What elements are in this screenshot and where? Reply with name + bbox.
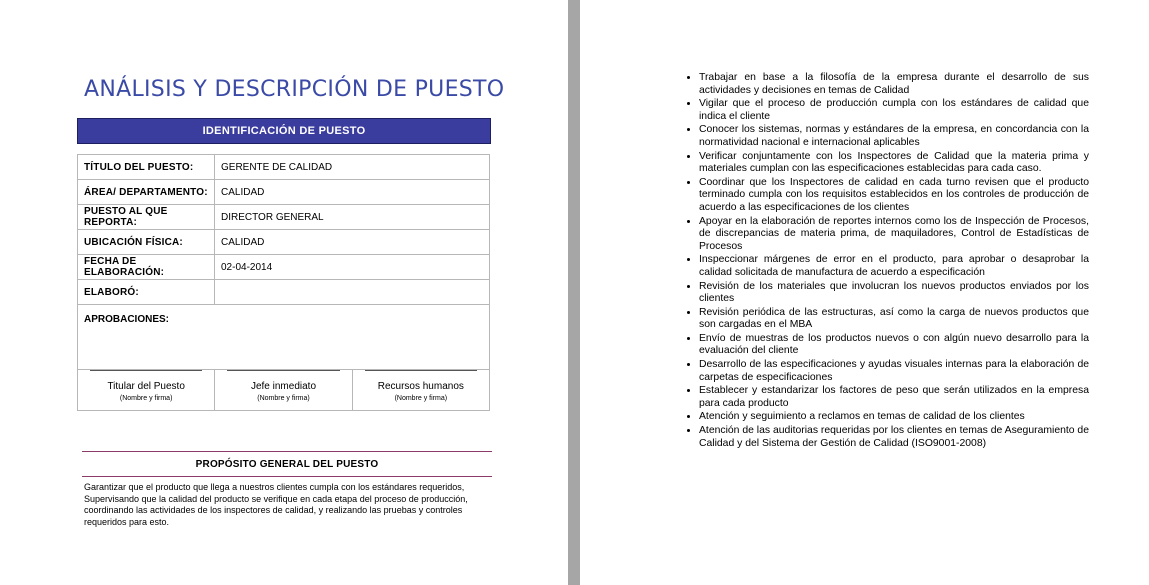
identification-table [77, 154, 490, 305]
field-label: ÁREA/ DEPARTAMENTO: [78, 180, 215, 205]
list-item: • Inspeccionar márgenes de error en el producto, para aprobar o desaprobar la calidad solicitada de manufactura de acuerdo a especificación [699, 254, 1089, 279]
table-row [78, 280, 490, 305]
field-label: UBICACIÓN FÍSICA: [78, 230, 215, 255]
list-item: • Apoyar en la elaboración de reportes internos como los de Inspección de Procesos, de discrepancias de materia prima, de maquiladores, Control de Estadísticas de Procesos [699, 216, 1089, 254]
field-label: ELABORÓ: [78, 280, 215, 305]
list-item: • Envío de muestras de los productos nuevos o con algún nuevo desarrollo para la evaluación del cliente [699, 333, 1089, 358]
signature-cell [78, 370, 215, 410]
approvals-label: APROBACIONES: [84, 314, 170, 325]
purpose-divider-top [82, 451, 492, 452]
list-item: • Atención de las auditorias requeridas por los clientes en temas de Aseguramiento de Calidad y del Sistema der Gestión de Calidad (ISO9001-2008) [699, 425, 1089, 450]
list-item: • Desarrollo de las especificaciones y ayudas visuales internas para la elaboración de carpetas de especificaciones [699, 359, 1089, 384]
document-title: ANÁLISIS Y DESCRIPCIÓN DE PUESTO [84, 77, 505, 102]
signature-cell [353, 370, 489, 410]
table-row [78, 155, 490, 180]
list-item: • Conocer los sistemas, normas y estándares de la empresa, en concordancia con la normatividad nacional e internacional aplicables [699, 124, 1089, 149]
field-value: DIRECTOR GENERAL [215, 205, 490, 230]
approvals-box [77, 303, 490, 370]
field-value: 02-04-2014 [215, 255, 490, 280]
field-label: PUESTO AL QUE REPORTA: [78, 205, 215, 230]
signature-title: Jefe inmediato [250, 381, 317, 392]
field-label: FECHA DE ELABORACIÓN: [78, 255, 215, 280]
list-item: • Verificar conjuntamente con los Inspectores de Calidad que la materia prima y materiales cumplan con las especificaciones establecidas para cada caso. [699, 151, 1089, 176]
list-item: • Revisión periódica de las estructuras, así como la carga de nuevos productos que son cargadas en el MBA [699, 307, 1089, 332]
list-item: • Revisión de los materiales que involucran los nuevos productos enviados por los clientes [699, 281, 1089, 306]
signature-subtitle: (Nombre y firma) [119, 395, 173, 402]
list-item: • Establecer y estandarizar los factores de peso que serán utilizados en la empresa para cada producto [699, 385, 1089, 410]
field-value: GERENTE DE CALIDAD [215, 155, 490, 180]
purpose-text: Garantizar que el producto que llega a nuestros clientes cumpla con los estándares requeridos, Supervisando que la calidad del producto se verifique en cada etapa del proceso de producción, coordinando las actividades de los inspectores de calidad, y realizando las pruebas y controles requeridos para esto. [84, 482, 468, 527]
list-item: • Atención y seguimiento a reclamos en temas de calidad de los clientes [699, 411, 1089, 424]
duties-list [681, 72, 1089, 451]
purpose-title: PROPÓSITO GENERAL DEL PUESTO [195, 459, 379, 470]
signature-title: Recursos humanos [377, 381, 464, 392]
purpose-divider-bottom [82, 476, 492, 477]
list-item: • Trabajar en base a la filosofía de la empresa durante el desarrollo de sus actividades y decisiones en temas de Calidad [699, 72, 1089, 97]
signature-line [365, 370, 477, 371]
page-divider [568, 0, 580, 585]
section-header-identification: IDENTIFICACIÓN DE PUESTO [77, 118, 491, 144]
table-row [78, 255, 490, 280]
signature-subtitle: (Nombre y firma) [257, 395, 310, 402]
table-row [78, 205, 490, 230]
signature-row [77, 369, 490, 411]
field-label: TÍTULO DEL PUESTO: [78, 155, 215, 180]
signature-title: Titular del Puesto [107, 381, 185, 392]
table-row [78, 180, 490, 205]
field-value: CALIDAD [215, 180, 490, 205]
signature-line [90, 370, 202, 371]
signature-line [227, 370, 339, 371]
signature-subtitle: (Nombre y firma) [394, 395, 448, 402]
field-value [215, 280, 490, 305]
list-item: • Vigilar que el proceso de producción cumpla con los estándares de calidad que indica el cliente [699, 98, 1089, 123]
table-row [78, 230, 490, 255]
signature-cell [215, 370, 352, 410]
field-value: CALIDAD [215, 230, 490, 255]
list-item: • Coordinar que los Inspectores de calidad en cada turno revisen que el producto terminado cumpla con los requisitos establecidos en los controles de producción de acuerdo a las especificaciones de los clientes [699, 177, 1089, 215]
